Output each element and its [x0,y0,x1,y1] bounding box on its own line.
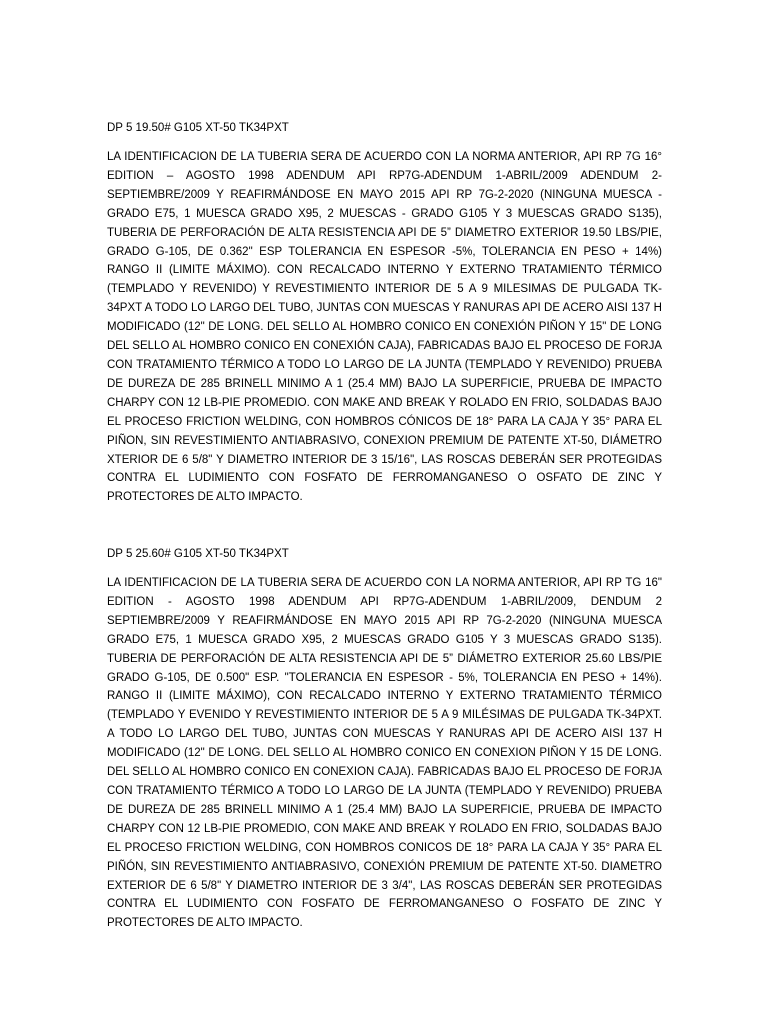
section-1-title: DP 5 19.50# G105 XT-50 TK34PXT [107,122,289,134]
section-2 [107,544,662,933]
section-1 [107,118,662,507]
section-2-body: LA IDENTIFICACION DE LA TUBERIA SERA DE ACUERDO CON LA NORMA ANTERIOR, API RP TG 16" EDITION - AGOSTO 1998 ADENDUM API RP7G-ADENDUM 1-ABRIL/2009, DENDUM 2 SEPTIEMBRE/2009 Y REAFIRMÁNDOSE EN MAYO 2015 API RP 7G-2-2020 (NINGUNA MUESCA GRADO E75, 1 MUESCA GRADO X95, 2 MUESCAS GRADO G105 Y 3 MUESCAS GRADO S135). TUBERIA DE PERFORACIÓN DE ALTA RESISTENCIA API DE 5” DIÁMETRO EXTERIOR 25.60 LBS/PIE GRADO G-105, DE 0.500" ESP. "TOLERANCIA EN ESPESOR - 5%, TOLERANCIA EN PESO + 14%). RANGO II (LIMITE MÁXIMO), CON RECALCADO INTERNO Y EXTERNO TRATAMIENTO TÉRMICO (TEMPLADO Y EVENIDO Y REVESTIMIENTO INTERIOR DE 5 A 9 MILÉSIMAS DE PULGADA TK-34PXT. A TODO LO LARGO DEL TUBO, JUNTAS CON MUESCAS Y RANURAS API DE ACERO AISI 137 H MODIFICADO (12" DE LONG. DEL SELLO AL HOMBRO CONICO EN CONEXION PIÑON Y 15 DE LONG. DEL SELLO AL HOMBRO CONICO EN CONEXION CAJA). FABRICADAS BAJO EL PROCESO DE FORJA CON TRATAMIENTO TÉRMICO A TODO LO LARGO DE LA JUNTA (TEMPLADO Y REVENIDO) PRUEBA DE DUREZA DE 285 BRINELL MINIMO A 1 (25.4 MM) BAJO LA SUPERFICIE, PRUEBA DE IMPACTO CHARPY CON 12 LB-PIE PROMEDIO, CON MAKE AND BREAK Y ROLADO EN FRIO, SOLDADAS BAJO EL PROCESO FRICTION WELDING, CON HOMBROS CONICOS DE 18° PARA LA CAJA Y 35° PARA EL PIÑÓN, SIN REVESTIMIENTO ANTIABRASIVO, CONEXIÓN PREMIUM DE PATENTE XT-50. DIAMETRO EXTERIOR DE 6 5/8" Y DIAMETRO INTERIOR DE 3 3/4", LAS ROSCAS DEBERÁN SER PROTEGIDAS CONTRA EL LUDIMIENTO CON FOSFATO DE FERROMANGANESO O FOSFATO DE ZINC Y PROTECTORES DE ALTO IMPACTO. [107,577,662,930]
section-2-title: DP 5 25.60# G105 XT-50 TK34PXT [107,548,289,560]
section-1-body: LA IDENTIFICACION DE LA TUBERIA SERA DE ACUERDO CON LA NORMA ANTERIOR, API RP 7G 16° EDITION – AGOSTO 1998 ADENDUM API RP7G-ADENDUM 1-ABRIL/2009 ADENDUM 2-SEPTIEMBRE/2009 Y REAFIRMÁNDOSE EN MAYO 2015 API RP 7G-2-2020 (NINGUNA MUESCA - GRADO E75, 1 MUESCA GRADO X95, 2 MUESCAS - GRADO G105 Y 3 MUESCAS GRADO S135), TUBERIA DE PERFORACIÓN DE ALTA RESISTENCIA API DE 5” DIAMETRO EXTERIOR 19.50 LBS/PIE, GRADO G-105, DE 0.362" ESP TOLERANCIA EN ESPESOR -5%, TOLERANCIA EN PESO + 14%) RANGO II (LIMITE MÁXIMO). CON RECALCADO INTERNO Y EXTERNO TRATAMIENTO TÉRMICO (TEMPLADO Y REVENIDO) Y REVESTIMIENTO INTERIOR DE 5 A 9 MILESIMAS DE PULGADA TK-34PXT A TODO LO LARGO DEL TUBO, JUNTAS CON MUESCAS Y RANURAS API DE ACERO AISI 137 H MODIFICADO (12" DE LONG. DEL SELLO AL HOMBRO CONICO EN CONEXIÓN PIÑON Y 15" DE LONG DEL SELLO AL HOMBRO CONICO EN CONEXIÓN CAJA), FABRICADAS BAJO EL PROCESO DE FORJA CON TRATAMIENTO TÉRMICO A TODO LO LARGO DE LA JUNTA (TEMPLADO Y REVENIDO) PRUEBA DE DUREZA DE 285 BRINELL MINIMO A 1 (25.4 MM) BAJO LA SUPERFICIE, PRUEBA DE IMPACTO CHARPY CON 12 LB-PIE PROMEDIO. CON MAKE AND BREAK Y ROLADO EN FRIO, SOLDADAS BAJO EL PROCESO FRICTION WELDING, CON HOMBROS CÓNICOS DE 18° PARA LA CAJA Y 35° PARA EL PIÑON, SIN REVESTIMIENTO ANTIABRASIVO, CONEXION PREMIUM DE PATENTE XT-50, DIÁMETRO XTERIOR DE 6 5/8" Y DIAMETRO INTERIOR DE 3 15/16", LAS ROSCAS DEBERÁN SER PROTEGIDAS CONTRA EL LUDIMIENTO CON FOSFATO DE FERROMANGANESO O OSFATO DE ZINC Y PROTECTORES DE ALTO IMPACTO. [107,151,662,504]
